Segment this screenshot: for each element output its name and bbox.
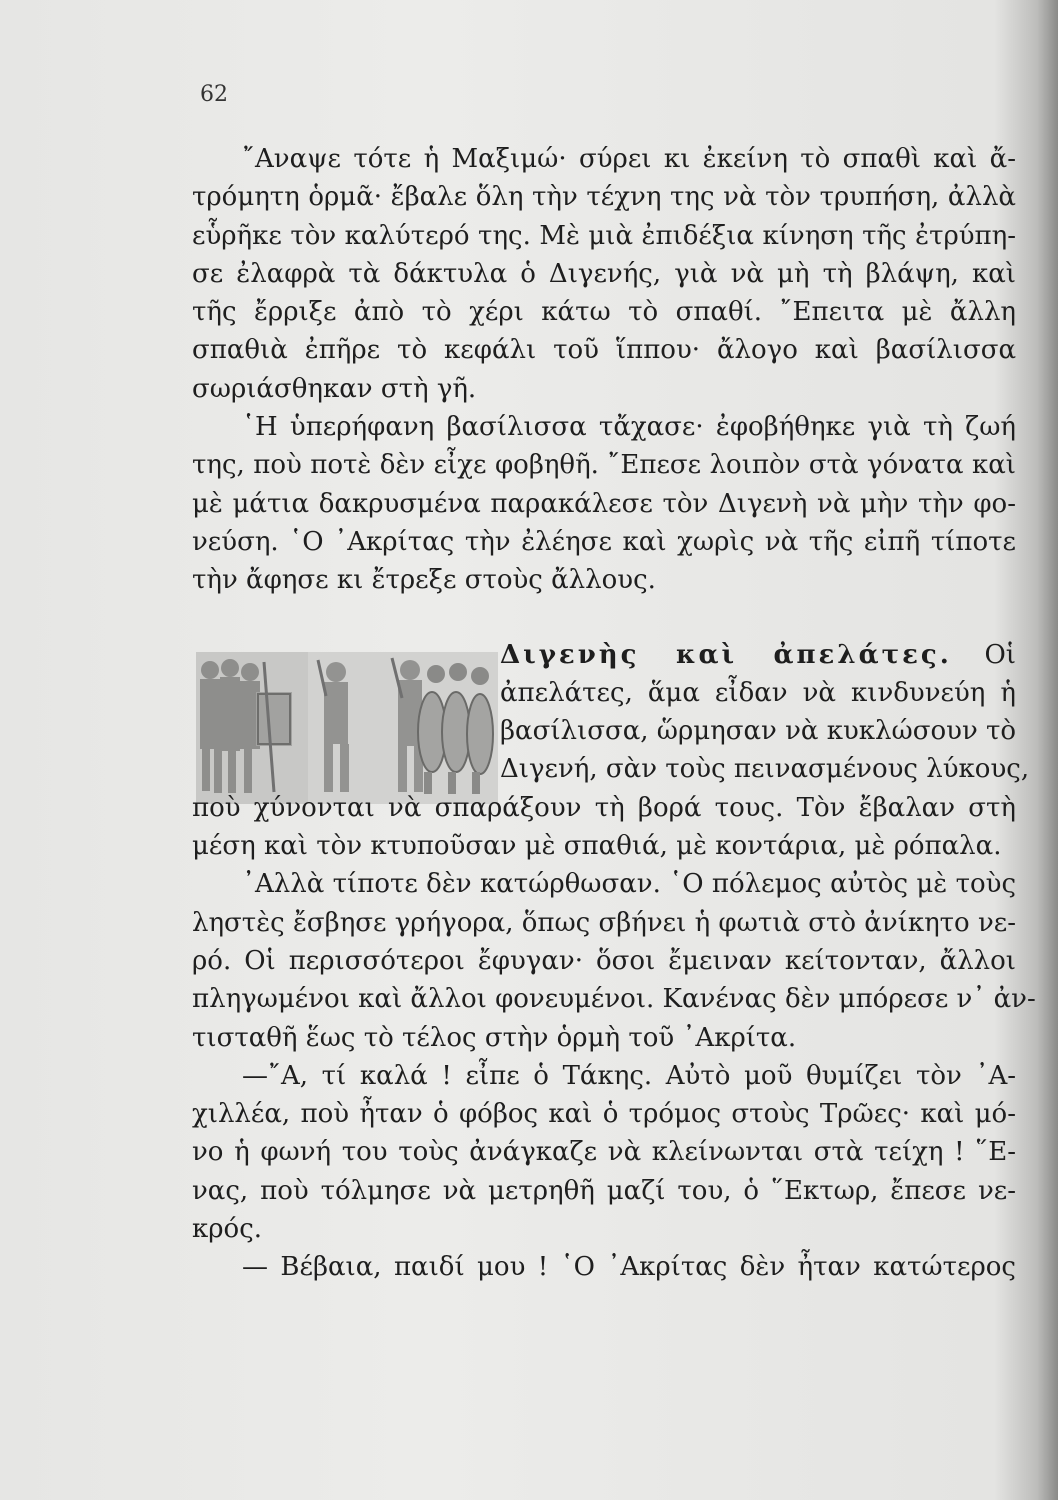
text-line: νο ἡ φωνή του τοὺς ἀνάγκαζε νὰ κλείνωνται στὰ τείχη ! ῞Ε- — [192, 1137, 1016, 1168]
text-line: βασίλισσα, ὥρμησαν νὰ κυκλώσουν τὸ — [500, 716, 1017, 747]
text-line: ληστὲς ἔσβησε γρήγορα, ὅπως σβήνει ἡ φωτιὰ στὸ ἀνίκητο νε- — [192, 907, 1017, 938]
text-line: ῎Αναψε τότε ἡ Μαξιμώ· σύρει κι ἐκείνη τὸ σπαθὶ καὶ ἄ- — [242, 144, 1016, 174]
text-line: τισταθῆ ἕως τὸ τέλος στὴν ὁρμὴ τοῦ ᾿Ακρίτα. — [192, 1022, 797, 1053]
text-line: χιλλέα, ποὺ ἦταν ὁ φόβος καὶ ὁ τρόμος στοὺς Τρῶες· καὶ μό- — [192, 1099, 1016, 1130]
paragraph-5 — [192, 1057, 1016, 1248]
text-line: τρόμητη ὁρμᾶ· ἔβαλε ὅλη τὴν τέχνη της νὰ τὸν τρυπήση, ἀλλὰ — [192, 182, 1016, 213]
text-line: ρό. Οἱ περισσότεροι ἔφυγαν· ὅσοι ἔμειναν κείτονταν, ἄλλοι — [192, 945, 1016, 976]
body-text — [192, 140, 1036, 1287]
paragraph-6 — [192, 1248, 1016, 1286]
text-line: εὗρῆκε τὸν καλύτερό της. Μὲ μιὰ ἐπιδέξια κίνηση τῆς ἐτρύπη- — [192, 220, 1016, 251]
text-line: ἀπελάτες, ἅμα εἶδαν νὰ κινδυνεύη ἡ — [500, 677, 1016, 708]
text-line: σωριάσθηκαν στὴ γῆ. — [192, 373, 477, 404]
text-line: ῾Η ὑπερήφανη βασίλισσα τἄχασε· ἐφοβήθηκε γιὰ τὴ ζωή — [242, 412, 1016, 443]
text-line: τὴν ἄφησε κι ἔτρεξε στοὺς ἄλλους. — [192, 565, 656, 596]
text-line: ποὺ χύνονται νὰ σπαράξουν τὴ βορά τους. Τὸν ἔβαλαν στὴ — [192, 792, 1016, 823]
text-line: —῎Α, τί καλά ! εἶπε ὁ Τάκης. Αὐτὸ μοῦ θυμίζει τὸν ᾿Α- — [242, 1060, 1016, 1091]
text-line: σπαθιὰ ἐπῆρε τὸ κεφάλι τοῦ ἵππου· ἄλογο καὶ βασίλισσα — [192, 335, 1016, 366]
text-line: τῆς ἔρριξε ἀπὸ τὸ χέρι κάτω τὸ σπαθί. ῎Επειτα μὲ ἄλλη — [192, 297, 1016, 328]
paragraph-2 — [192, 408, 1016, 599]
section-heading: Διγενὴς καὶ ἀπελάτες. — [500, 639, 952, 670]
paragraph-1 — [192, 140, 1016, 408]
text-line: σε ἐλαφρὰ τὰ δάκτυλα ὁ Διγενής, γιὰ νὰ μὴ τὴ βλάψη, καὶ — [192, 258, 1016, 289]
text-line: μέση καὶ τὸν κτυποῦσαν μὲ σπαθιά, μὲ κοντάρια, μὲ ρόπαλα. — [192, 831, 1002, 862]
text-line: πληγωμένοι καὶ ἄλλοι φονευμένοι. Κανένας δὲν μπόρεσε ν᾿ ἀν- — [192, 984, 1036, 1015]
text-span: Οἱ — [984, 639, 1016, 670]
section-paragraph — [192, 636, 1030, 866]
section-first-line — [192, 636, 1016, 674]
page-number: 62 — [200, 82, 228, 107]
text-line: της, ποὺ ποτὲ δὲν εἶχε φοβηθῆ. ῎Επεσε λοιπὸν στὰ γόνατα καὶ — [192, 450, 1016, 481]
paragraph-4 — [192, 865, 1036, 1056]
text-line: — Βέβαια, παιδί μου ! ῾Ο ᾿Ακρίτας δὲν ἦταν κατώτερος — [242, 1252, 1016, 1283]
text-line: μὲ μάτια δακρυσμένα παρακάλεσε τὸν Διγενὴ νὰ μὴν τὴν φο- — [192, 488, 1016, 519]
text-line: νεύση. ῾Ο ᾿Ακρίτας τὴν ἐλέησε καὶ χωρὶς νὰ τῆς εἰπῆ τίποτε — [192, 526, 1016, 557]
text-line: κρός. — [192, 1214, 263, 1245]
text-line: νας, ποὺ τόλμησε νὰ μετρηθῆ μαζί του, ὁ ῞Εκτωρ, ἔπεσε νε- — [192, 1175, 1016, 1206]
text-line: ᾿Αλλὰ τίποτε δὲν κατώρθωσαν. ῾Ο πόλεμος αὐτὸς μὲ τοὺς — [242, 869, 1016, 900]
text-line: Διγενή, σὰν τοὺς πεινασμένους λύκους, — [500, 754, 1030, 785]
